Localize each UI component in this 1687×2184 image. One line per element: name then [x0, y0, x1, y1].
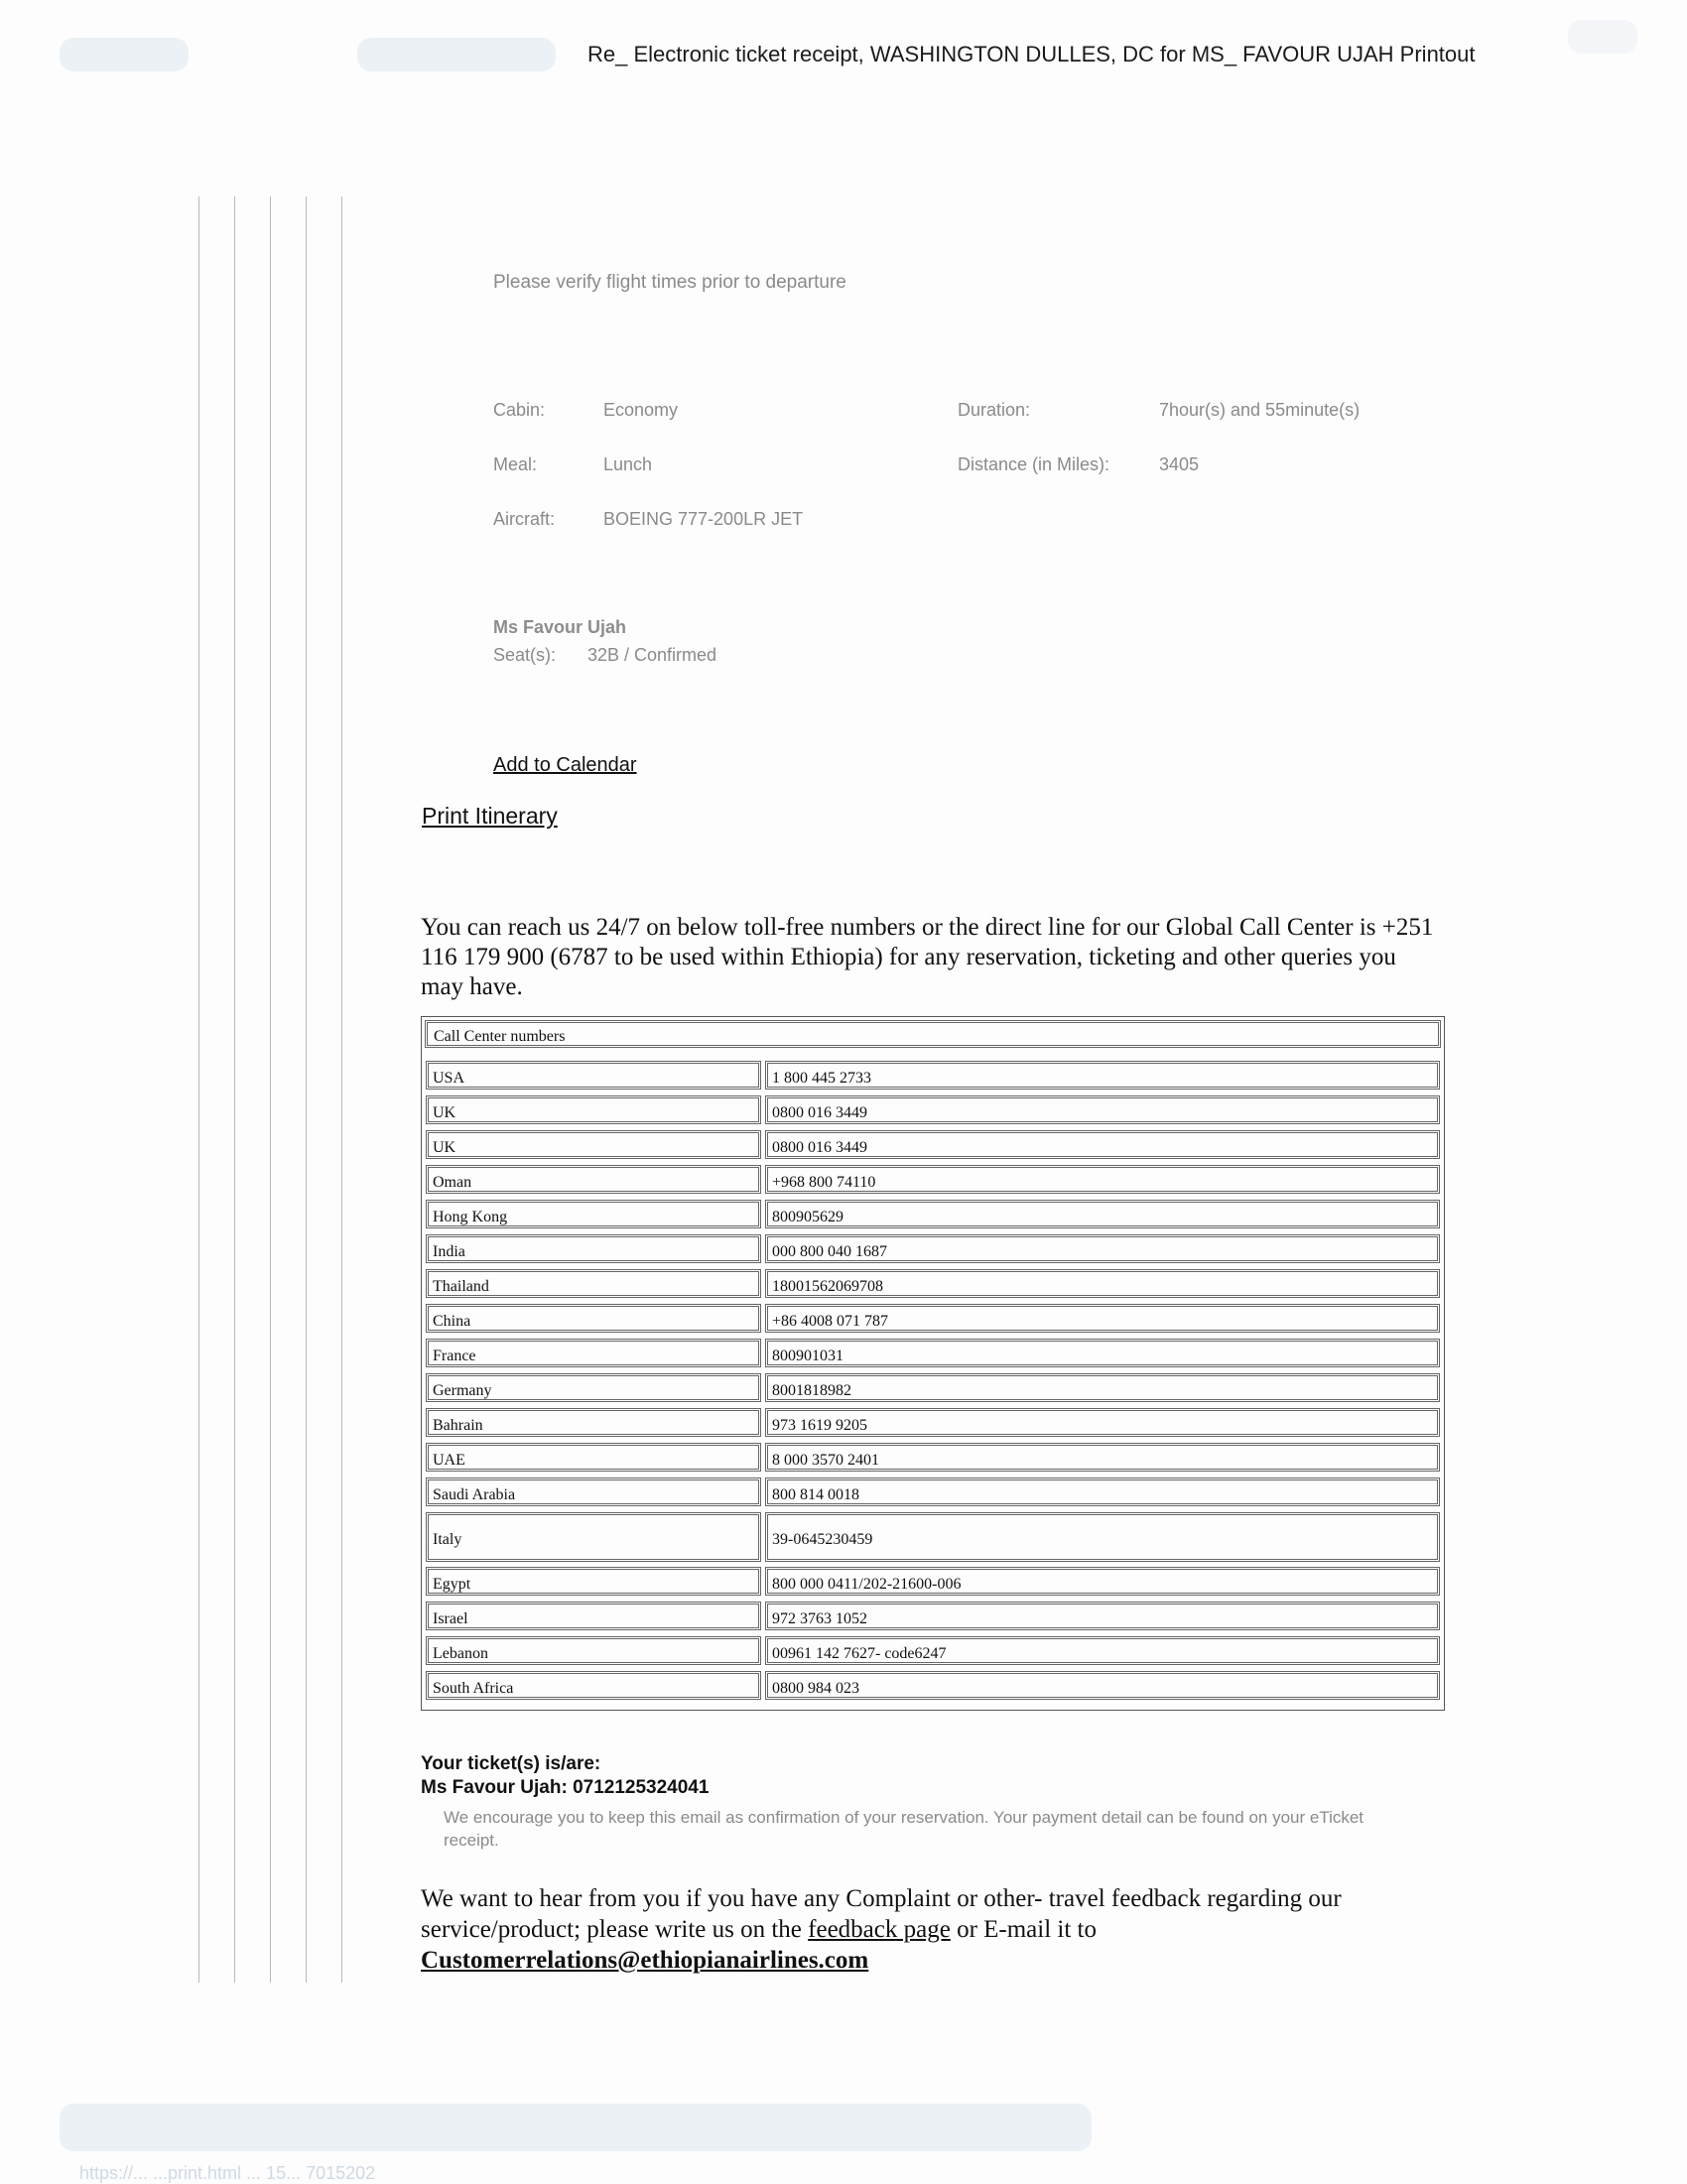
aircraft-value: BOEING 777-200LR JET [603, 509, 804, 529]
call-center-table [421, 1016, 1445, 1711]
country-cell: Saudi Arabia [426, 1477, 761, 1506]
feedback-text: or E-mail it to [950, 1916, 1098, 1943]
tickets-heading: Your ticket(s) is/are: [421, 1753, 601, 1774]
margin-line [234, 196, 235, 1983]
call-center-notice: You can reach us 24/7 on below toll-free numbers or the direct line for our Global Call Center is +251 116 179 900 (6787 to be used within Ethiopia) for any reservation, ticketing and other queries you may have. [421, 914, 1434, 1000]
country-cell: China [426, 1304, 761, 1333]
table-row [426, 1373, 1440, 1402]
number-cell: 0800 016 3449 [765, 1130, 1440, 1159]
margin-line [306, 196, 307, 1983]
duration-value: 7hour(s) and 55minute(s) [1159, 400, 1361, 420]
scan-smudge [60, 2104, 1092, 2151]
distance-value: 3405 [1159, 454, 1200, 474]
number-cell: 39-0645230459 [765, 1512, 1440, 1562]
country-cell: India [426, 1234, 761, 1263]
ticket-number-line: Ms Favour Ujah: 0712125324041 [421, 1777, 710, 1798]
seat-label: Seat(s): [493, 645, 557, 665]
cabin-label: Cabin: [493, 400, 546, 420]
table-row [426, 1443, 1440, 1472]
number-cell: 8 000 3570 2401 [765, 1443, 1440, 1472]
country-cell: Thailand [426, 1269, 761, 1298]
ticket-summary [421, 1752, 709, 1800]
table-row [426, 1602, 1440, 1630]
cabin-value: Economy [603, 400, 679, 420]
margin-line [198, 196, 199, 1983]
customer-relations-email-link[interactable]: Customerrelations@ethiopianairlines.com [421, 1947, 869, 1974]
printout-title: Re_ Electronic ticket receipt, WASHINGTON DULLES, DC for MS_ FAVOUR UJAH Printout [587, 42, 1476, 66]
table-row [426, 1234, 1440, 1263]
seat-value: 32B / Confirmed [587, 645, 717, 665]
country-cell: Bahrain [426, 1408, 761, 1437]
number-cell: 800 000 0411/202-21600-006 [765, 1567, 1440, 1596]
confirmation-note: We encourage you to keep this email as confirmation of your reservation. Your payment detail can be found on your eTicket receipt. [444, 1808, 1364, 1850]
table-row [426, 1636, 1440, 1665]
country-cell: Israel [426, 1602, 761, 1630]
feedback-paragraph [421, 1883, 1463, 1976]
meal-label: Meal: [493, 454, 538, 474]
margin-line [341, 196, 342, 1983]
country-cell: Lebanon [426, 1636, 761, 1665]
number-cell: +86 4008 071 787 [765, 1304, 1440, 1333]
number-cell: 800 814 0018 [765, 1477, 1440, 1506]
feedback-text: We want to hear from you if you have any Complaint or other- travel feedback regarding our service/product; please write us on the [421, 1885, 1342, 1943]
table-row [426, 1477, 1440, 1506]
table-row [426, 1304, 1440, 1333]
scan-smudge [1568, 20, 1637, 54]
number-cell: +968 800 74110 [765, 1165, 1440, 1194]
number-cell: 18001562069708 [765, 1269, 1440, 1298]
table-row [426, 1408, 1440, 1437]
duration-label: Duration: [958, 400, 1031, 420]
table-row [426, 1671, 1440, 1700]
country-cell: USA [426, 1061, 761, 1090]
table-row [426, 1339, 1440, 1367]
country-cell: Oman [426, 1165, 761, 1194]
table-row [426, 1165, 1440, 1194]
country-cell: Italy [426, 1512, 761, 1562]
table-row [426, 1130, 1440, 1159]
footer-url: https://... ...print.html ... 15... 7015202 [79, 2163, 376, 2183]
country-cell: South Africa [426, 1671, 761, 1700]
print-itinerary-link[interactable]: Print Itinerary [422, 803, 558, 829]
table-row [426, 1200, 1440, 1228]
aircraft-label: Aircraft: [493, 509, 556, 529]
scan-smudge [357, 38, 556, 71]
number-cell: 800901031 [765, 1339, 1440, 1367]
add-to-calendar-link[interactable]: Add to Calendar [493, 754, 637, 776]
country-cell: UK [426, 1095, 761, 1124]
country-cell: Egypt [426, 1567, 761, 1596]
feedback-page-link[interactable]: feedback page [808, 1916, 951, 1943]
distance-label: Distance (in Miles): [958, 454, 1110, 474]
table-row [426, 1061, 1440, 1090]
number-cell: 1 800 445 2733 [765, 1061, 1440, 1090]
table-row [426, 1095, 1440, 1124]
country-cell: Germany [426, 1373, 761, 1402]
scan-smudge [60, 38, 189, 71]
number-cell: 8001818982 [765, 1373, 1440, 1402]
country-cell: UAE [426, 1443, 761, 1472]
number-cell: 000 800 040 1687 [765, 1234, 1440, 1263]
number-cell: 972 3763 1052 [765, 1602, 1440, 1630]
country-cell: Hong Kong [426, 1200, 761, 1228]
number-cell: 800905629 [765, 1200, 1440, 1228]
table-row [426, 1512, 1440, 1562]
table-row [426, 1567, 1440, 1596]
number-cell: 00961 142 7627- code6247 [765, 1636, 1440, 1665]
number-cell: 0800 016 3449 [765, 1095, 1440, 1124]
number-cell: 973 1619 9205 [765, 1408, 1440, 1437]
margin-line [270, 196, 271, 1983]
verify-note: Please verify flight times prior to departure [493, 272, 846, 293]
country-cell: UK [426, 1130, 761, 1159]
table-row [426, 1269, 1440, 1298]
meal-value: Lunch [603, 454, 653, 474]
country-cell: France [426, 1339, 761, 1367]
call-center-table-title: Call Center numbers [425, 1020, 1441, 1048]
passenger-name: Ms Favour Ujah [493, 617, 627, 637]
number-cell: 0800 984 023 [765, 1671, 1440, 1700]
